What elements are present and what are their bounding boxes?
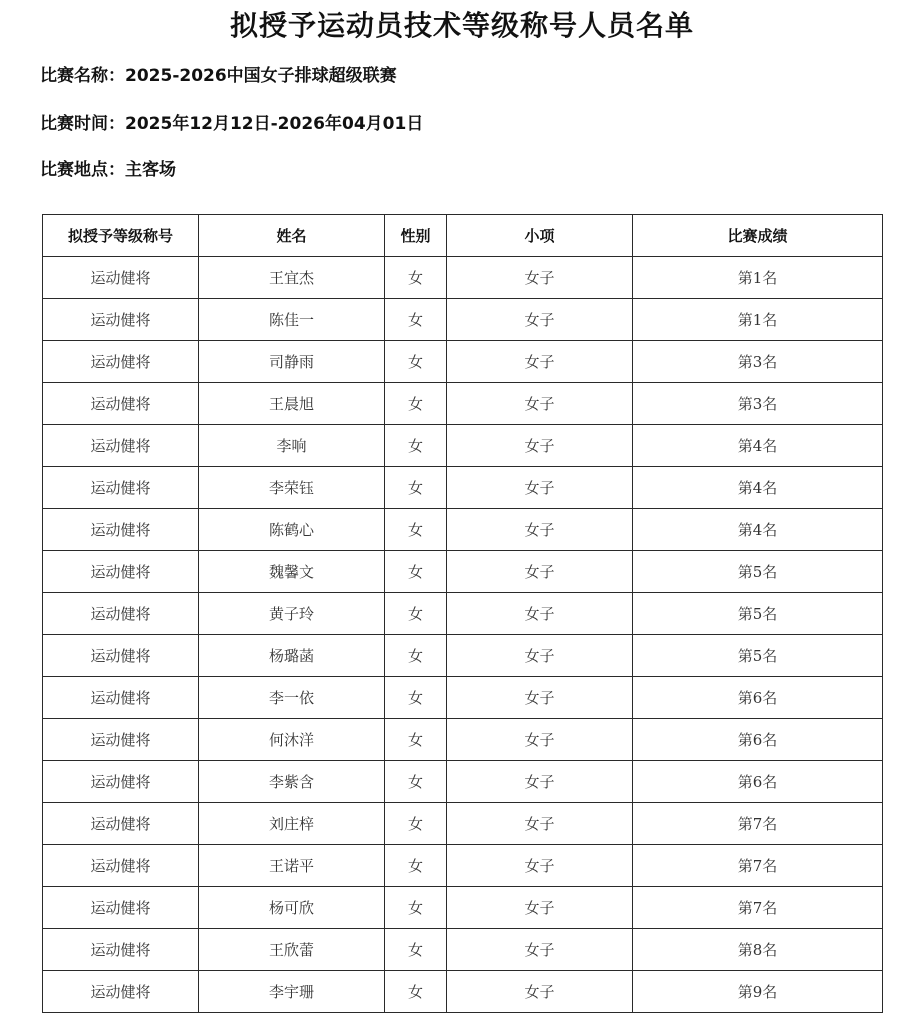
cell-event: 女子 — [447, 299, 633, 341]
cell-event: 女子 — [447, 383, 633, 425]
cell-event: 女子 — [447, 467, 633, 509]
table-row — [43, 887, 883, 929]
cell-result: 第5名 — [633, 593, 883, 635]
cell-result: 第5名 — [633, 635, 883, 677]
cell-gender: 女 — [385, 971, 447, 1013]
cell-gender: 女 — [385, 719, 447, 761]
cell-event: 女子 — [447, 971, 633, 1013]
cell-name: 陈鹤心 — [199, 509, 385, 551]
cell-title-level: 运动健将 — [43, 887, 199, 929]
table-row — [43, 929, 883, 971]
cell-name: 李宇珊 — [199, 971, 385, 1013]
cell-gender: 女 — [385, 929, 447, 971]
cell-result: 第3名 — [633, 341, 883, 383]
cell-title-level: 运动健将 — [43, 425, 199, 467]
cell-gender: 女 — [385, 299, 447, 341]
cell-event: 女子 — [447, 257, 633, 299]
cell-gender: 女 — [385, 845, 447, 887]
cell-result: 第4名 — [633, 467, 883, 509]
cell-name: 李荣钰 — [199, 467, 385, 509]
cell-gender: 女 — [385, 467, 447, 509]
competition-venue: 比赛地点：主客场 — [40, 160, 176, 180]
table-row — [43, 719, 883, 761]
cell-event: 女子 — [447, 845, 633, 887]
cell-gender: 女 — [385, 887, 447, 929]
cell-title-level: 运动健将 — [43, 803, 199, 845]
cell-result: 第9名 — [633, 971, 883, 1013]
table-body — [43, 257, 883, 1013]
cell-name: 李紫含 — [199, 761, 385, 803]
cell-result: 第7名 — [633, 887, 883, 929]
cell-name: 王诺平 — [199, 845, 385, 887]
cell-title-level: 运动健将 — [43, 551, 199, 593]
table-row — [43, 257, 883, 299]
cell-event: 女子 — [447, 593, 633, 635]
cell-name: 何沐洋 — [199, 719, 385, 761]
cell-result: 第3名 — [633, 383, 883, 425]
cell-title-level: 运动健将 — [43, 761, 199, 803]
cell-title-level: 运动健将 — [43, 383, 199, 425]
cell-event: 女子 — [447, 719, 633, 761]
cell-result: 第1名 — [633, 299, 883, 341]
cell-title-level: 运动健将 — [43, 677, 199, 719]
cell-gender: 女 — [385, 257, 447, 299]
cell-gender: 女 — [385, 635, 447, 677]
table-row — [43, 425, 883, 467]
table-row — [43, 551, 883, 593]
cell-event: 女子 — [447, 341, 633, 383]
cell-title-level: 运动健将 — [43, 593, 199, 635]
cell-result: 第5名 — [633, 551, 883, 593]
cell-name: 杨可欣 — [199, 887, 385, 929]
table-row — [43, 845, 883, 887]
table-row — [43, 467, 883, 509]
cell-result: 第4名 — [633, 425, 883, 467]
cell-title-level: 运动健将 — [43, 509, 199, 551]
cell-result: 第4名 — [633, 509, 883, 551]
table-row — [43, 971, 883, 1013]
table-header-row — [43, 215, 883, 257]
cell-result: 第7名 — [633, 845, 883, 887]
competition-name: 比赛名称：2025-2026中国女子排球超级联赛 — [40, 66, 397, 86]
table-row — [43, 803, 883, 845]
table-row — [43, 299, 883, 341]
cell-event: 女子 — [447, 887, 633, 929]
cell-event: 女子 — [447, 509, 633, 551]
cell-gender: 女 — [385, 509, 447, 551]
cell-event: 女子 — [447, 425, 633, 467]
table-row — [43, 341, 883, 383]
cell-gender: 女 — [385, 425, 447, 467]
table-row — [43, 509, 883, 551]
cell-event: 女子 — [447, 551, 633, 593]
cell-event: 女子 — [447, 803, 633, 845]
header-result: 比赛成绩 — [633, 215, 883, 257]
cell-name: 司静雨 — [199, 341, 385, 383]
cell-gender: 女 — [385, 341, 447, 383]
cell-name: 刘庄梓 — [199, 803, 385, 845]
cell-name: 李一依 — [199, 677, 385, 719]
cell-event: 女子 — [447, 761, 633, 803]
cell-name: 王晨旭 — [199, 383, 385, 425]
cell-gender: 女 — [385, 551, 447, 593]
cell-result: 第1名 — [633, 257, 883, 299]
header-title-level: 拟授予等级称号 — [43, 215, 199, 257]
cell-result: 第7名 — [633, 803, 883, 845]
cell-name: 黄子玲 — [199, 593, 385, 635]
cell-name: 魏馨文 — [199, 551, 385, 593]
roster-table — [42, 214, 883, 1013]
table-row — [43, 593, 883, 635]
cell-title-level: 运动健将 — [43, 845, 199, 887]
cell-result: 第6名 — [633, 761, 883, 803]
cell-gender: 女 — [385, 803, 447, 845]
table-row — [43, 677, 883, 719]
cell-title-level: 运动健将 — [43, 971, 199, 1013]
cell-title-level: 运动健将 — [43, 929, 199, 971]
cell-title-level: 运动健将 — [43, 341, 199, 383]
cell-name: 王欣蕾 — [199, 929, 385, 971]
cell-gender: 女 — [385, 593, 447, 635]
table-row — [43, 761, 883, 803]
cell-event: 女子 — [447, 677, 633, 719]
header-name: 姓名 — [199, 215, 385, 257]
cell-gender: 女 — [385, 761, 447, 803]
header-event: 小项 — [447, 215, 633, 257]
cell-result: 第6名 — [633, 677, 883, 719]
cell-result: 第6名 — [633, 719, 883, 761]
cell-title-level: 运动健将 — [43, 257, 199, 299]
header-gender: 性别 — [385, 215, 447, 257]
cell-title-level: 运动健将 — [43, 719, 199, 761]
cell-name: 杨璐菡 — [199, 635, 385, 677]
table-row — [43, 635, 883, 677]
cell-event: 女子 — [447, 635, 633, 677]
cell-result: 第8名 — [633, 929, 883, 971]
cell-name: 王宜杰 — [199, 257, 385, 299]
cell-title-level: 运动健将 — [43, 299, 199, 341]
cell-gender: 女 — [385, 383, 447, 425]
cell-title-level: 运动健将 — [43, 467, 199, 509]
cell-name: 李响 — [199, 425, 385, 467]
cell-event: 女子 — [447, 929, 633, 971]
cell-name: 陈佳一 — [199, 299, 385, 341]
document-title: 拟授予运动员技术等级称号人员名单 — [229, 9, 694, 42]
table-row — [43, 383, 883, 425]
competition-time: 比赛时间：2025年12月12日-2026年04月01日 — [40, 114, 424, 134]
cell-gender: 女 — [385, 677, 447, 719]
cell-title-level: 运动健将 — [43, 635, 199, 677]
